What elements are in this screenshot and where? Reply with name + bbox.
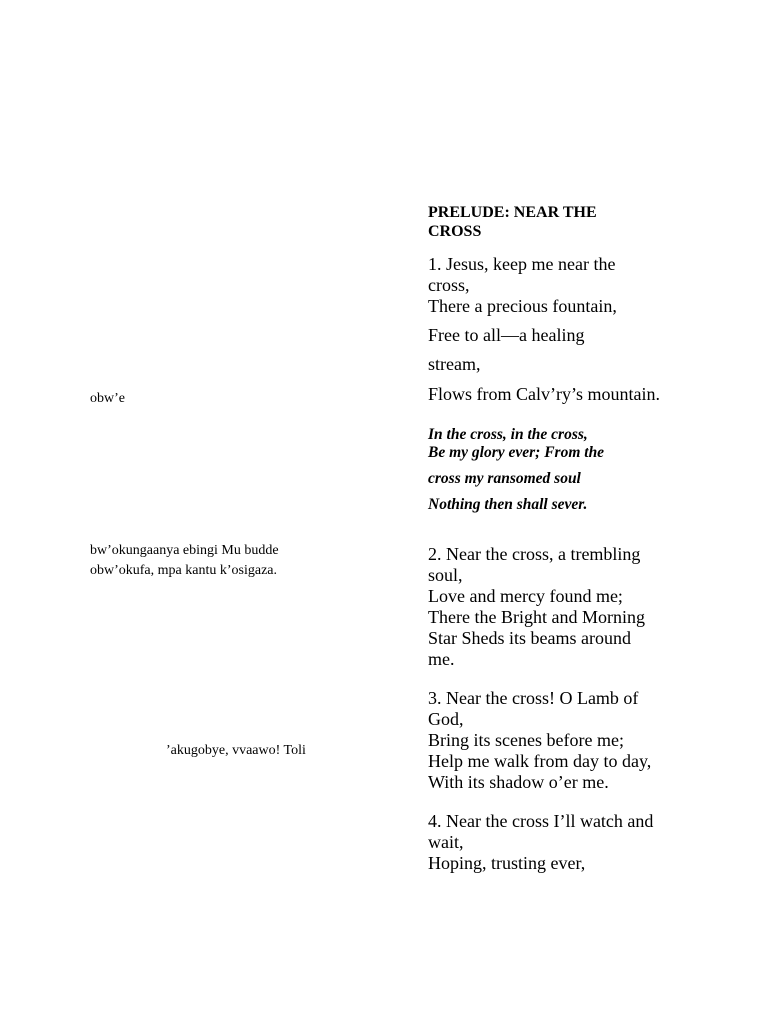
hymn-title-line-2: CROSS — [428, 223, 482, 240]
verse-1-line-5 — [428, 354, 688, 375]
left-fragment-2-line-1: bw’okungaanya ebingi Mu budde — [90, 543, 279, 558]
verse-line: With its shadow o’er me. — [428, 772, 609, 792]
verse-line: Free to all—a healing — [428, 325, 585, 345]
verse-line: 1. Jesus, keep me near the — [428, 254, 616, 274]
verse-3 — [428, 688, 688, 793]
left-fragment-1-text: obw’e — [90, 391, 125, 406]
verse-1-line-4 — [428, 325, 688, 346]
verse-line: Hoping, trusting ever, — [428, 853, 586, 873]
chorus-line-4 — [428, 496, 688, 514]
verse-line: 3. Near the cross! O Lamb of — [428, 688, 639, 708]
chorus-line: Nothing then shall sever. — [428, 496, 588, 513]
verse-line: soul, — [428, 565, 463, 585]
verse-line: me. — [428, 649, 455, 669]
chorus-line: In the cross, in the cross, — [428, 426, 588, 443]
verse-line: Bring its scenes before me; — [428, 730, 624, 750]
left-fragment-1 — [90, 389, 125, 409]
verse-1-opening — [428, 254, 688, 317]
verse-line: There the Bright and Morning — [428, 607, 645, 627]
chorus-line-3 — [428, 470, 688, 488]
left-fragment-3-text: ’akugobye, vvaawo! Toli — [166, 743, 306, 758]
verse-line: Star Sheds its beams around — [428, 628, 631, 648]
hymn-title — [428, 203, 688, 241]
verse-line: There a precious fountain, — [428, 296, 617, 316]
chorus-opening — [428, 426, 688, 462]
chorus-line: cross my ransomed soul — [428, 470, 581, 487]
left-fragment-3 — [166, 741, 306, 761]
verse-line: cross, — [428, 275, 470, 295]
verse-line: stream, — [428, 354, 481, 374]
verse-line: God, — [428, 709, 464, 729]
verse-line: wait, — [428, 832, 464, 852]
verse-line: Love and mercy found me; — [428, 586, 623, 606]
verse-line: 4. Near the cross I’ll watch and — [428, 811, 654, 831]
verse-line: Help me walk from day to day, — [428, 751, 652, 771]
verse-line: Flows from Calv’ry’s mountain. — [428, 384, 660, 404]
chorus-line: Be my glory ever; From the — [428, 444, 605, 461]
verse-2 — [428, 544, 688, 670]
verse-line: 2. Near the cross, a trembling — [428, 544, 641, 564]
verse-1-line-6 — [428, 384, 688, 405]
left-fragment-2-line-2: obw’okufa, mpa kantu k’osigaza. — [90, 563, 277, 578]
hymn-title-line-1: PRELUDE: NEAR THE — [428, 204, 597, 221]
verse-4 — [428, 811, 688, 874]
left-fragment-2 — [90, 541, 279, 581]
